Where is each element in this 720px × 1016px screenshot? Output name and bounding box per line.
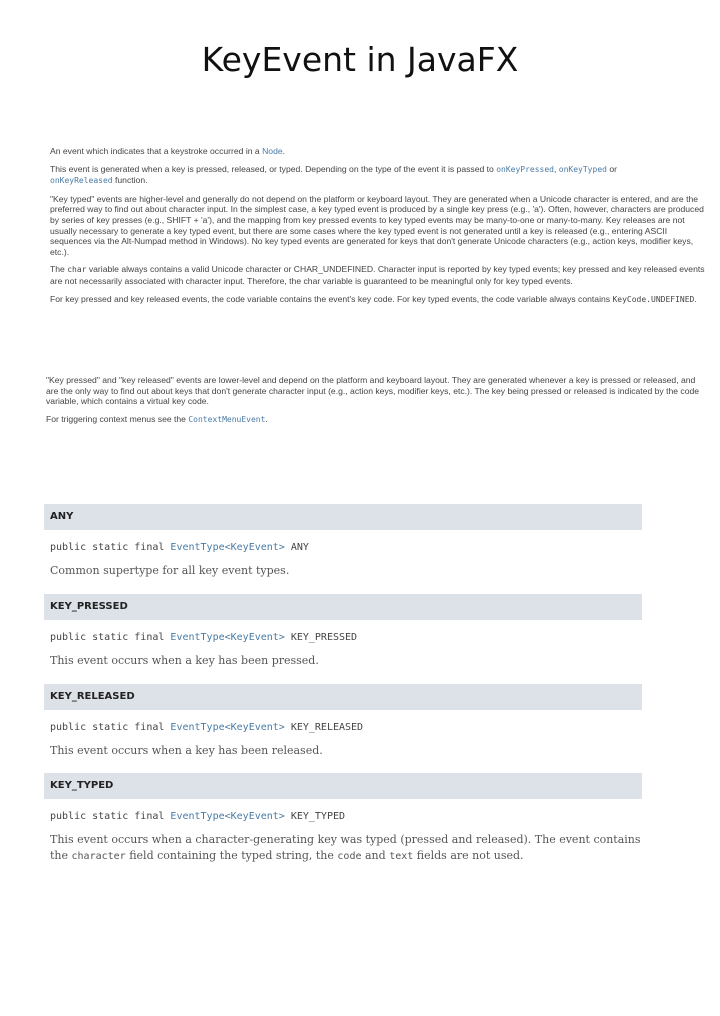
description-paragraph — [50, 164, 710, 187]
field-header: KEY_RELEASED — [44, 684, 642, 710]
code-text: text — [389, 851, 414, 862]
description-paragraph — [50, 264, 710, 286]
text: An event which indicates that a keystroke occurred in a — [50, 146, 263, 156]
text: . — [265, 413, 268, 424]
field-header: ANY — [44, 504, 642, 530]
field-header: KEY_PRESSED — [44, 594, 642, 620]
text: public static final — [50, 722, 171, 733]
field-signature — [44, 722, 642, 733]
text: public static final — [50, 542, 171, 553]
text: This event is generated when a key is pressed, released, or typed. Depending on the type of the event it is passed to — [50, 163, 497, 174]
onkeyreleased-link[interactable]: onKeyReleased — [50, 176, 113, 186]
field-description: This event occurs when a key has been released. — [50, 744, 323, 757]
field-signature — [44, 632, 642, 643]
field-key-typed — [44, 773, 642, 865]
text: For triggering context menus see the — [46, 413, 189, 424]
field-header: KEY_TYPED — [44, 773, 642, 799]
eventtype-link[interactable]: EventType<KeyEvent> — [170, 811, 285, 822]
class-description — [50, 146, 710, 312]
field-description — [44, 832, 642, 865]
code-text: char — [67, 265, 87, 275]
description-paragraph: "Key typed" events are higher-level and generally do not depend on the platform or keyboard layout. They are generated when a Unicode character is entered, and are the preferred way to find out about character input. In the simplest case, a key typed event is produced by a single key press (e.g., 'a'). Often, however, characters are produced by series of key presses (e.g., SHIFT + 'a'), and the mapping from key pressed events to key typed events may be many-to-one or many-to-many. Key releases are not usually necessary to generate a key typed event, but there are some cases where the key typed event is not generated until a key is released (e.g., entering ASCII sequences via the Alt-Numpad method in Windows). No key typed events are generated for keys that don't generate Unicode characters (e.g., action keys, modifier keys, etc.). — [50, 193, 704, 257]
contextmenuevent-link[interactable]: ContextMenuEvent — [188, 414, 266, 424]
text: , — [554, 163, 559, 174]
text: or — [606, 163, 617, 174]
field-key-released — [44, 684, 642, 759]
text: and — [361, 849, 390, 862]
description-paragraph — [50, 294, 710, 306]
text: For key pressed and key released events, the code variable contains the event's key code. For key typed events, the code variable always contains — [50, 293, 613, 304]
text: . — [694, 293, 697, 304]
field-key-pressed — [44, 594, 642, 669]
text: . — [282, 146, 286, 156]
field-any — [44, 504, 642, 579]
node-link[interactable]: Node — [262, 146, 283, 156]
text: The — [50, 264, 68, 275]
description-paragraph: "Key pressed" and "key released" events are lower-level and depend on the platform and keyboard layout. They are generated whenever a key is pressed or released, and are the only way to find out about keys that don't generate character input (e.g., action keys, modifier keys, etc.). The key being pressed or released is indicated by the code variable, which contains a virtual key code. — [46, 375, 700, 407]
field-signature — [44, 811, 642, 822]
code-text: code — [337, 851, 362, 862]
code-text: KeyCode.UNDEFINED — [612, 294, 695, 304]
eventtype-link[interactable]: EventType<KeyEvent> — [170, 722, 285, 733]
text: public static final — [50, 632, 171, 643]
text: public static final — [50, 811, 171, 822]
text: ANY — [284, 542, 309, 553]
text: function. — [112, 175, 148, 186]
eventtype-link[interactable]: EventType<KeyEvent> — [170, 542, 285, 553]
onkeypressed-link[interactable]: onKeyPressed — [496, 164, 554, 174]
field-description: This event occurs when a key has been pressed. — [50, 654, 319, 667]
field-signature — [44, 542, 642, 553]
key-events-description — [46, 375, 706, 432]
text: field containing the typed string, the — [125, 849, 338, 862]
description-paragraph — [50, 146, 710, 157]
text: variable always contains a valid Unicode character or CHAR_UNDEFINED. Character input is reported by key typed events; key pressed and key released events are not necessarily associated with character input. Therefore, the char variable is guaranteed to be meaningful only for key typed events. — [50, 264, 705, 286]
code-text: character — [71, 851, 126, 862]
text: This event occurs when a character-generating key was typed (pressed and released). The event contains the — [50, 833, 641, 862]
onkeytyped-link[interactable]: onKeyTyped — [558, 164, 607, 174]
text: KEY_TYPED — [284, 811, 346, 822]
field-description: Common supertype for all key event types. — [50, 564, 290, 577]
page-title: KeyEvent in JavaFX — [201, 40, 519, 79]
text: fields are not used. — [413, 849, 524, 862]
text: KEY_PRESSED — [284, 632, 358, 643]
eventtype-link[interactable]: EventType<KeyEvent> — [170, 632, 285, 643]
text: KEY_RELEASED — [284, 722, 364, 733]
description-paragraph — [46, 414, 706, 426]
